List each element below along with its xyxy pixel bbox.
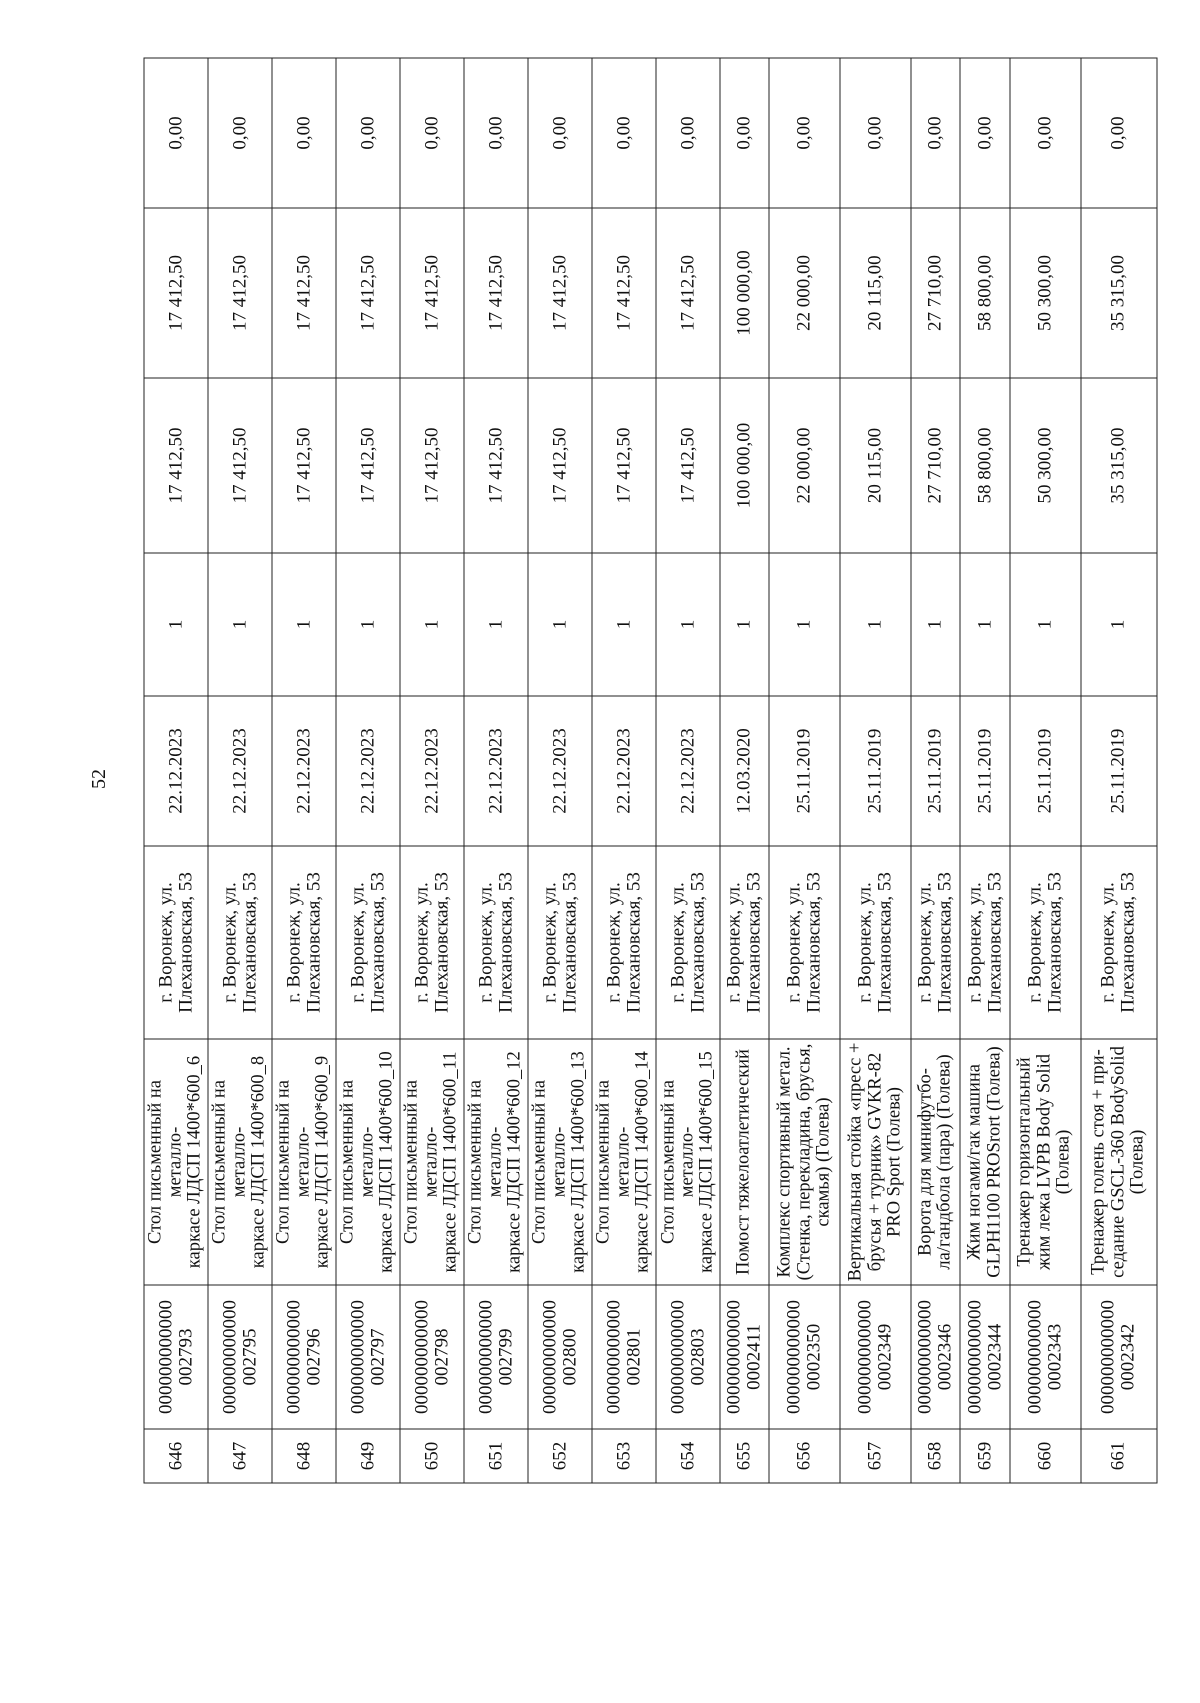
cell-location: [840, 846, 911, 1039]
table-row: [769, 58, 840, 1483]
cell-location-line: г. Воронеж, ул.: [283, 882, 305, 1003]
cell-asset-name-line: каркасе ЛДСП 1400*600_10: [376, 1051, 397, 1273]
cell-inventory-code-line: 000000000000: [283, 1300, 305, 1414]
table-row: [656, 58, 720, 1483]
cell-inventory-code-line: 000000000000: [914, 1300, 936, 1414]
cell-asset-name: [528, 1039, 592, 1285]
cell-date: 25.11.2019: [911, 696, 960, 846]
cell-inventory-code-line: 0002350: [803, 1323, 825, 1391]
cell-quantity: 1: [208, 553, 272, 696]
cell-inventory-code: [144, 1285, 208, 1429]
cell-inventory-code-line: 002799: [495, 1328, 517, 1386]
cell-location-line: Плехановская, 53: [175, 872, 196, 1013]
cell-residual-value: 0,00: [1081, 58, 1157, 208]
cell-date: 22.12.2023: [208, 696, 272, 846]
cell-inventory-code-line: 002796: [303, 1328, 325, 1386]
cell-date: 22.12.2023: [528, 696, 592, 846]
cell-asset-name-line: PRO Sport (Голева): [884, 1087, 905, 1237]
cell-asset-name: [336, 1039, 400, 1285]
cell-initial-cost: 35 315,00: [1081, 378, 1157, 553]
table-row: [144, 58, 208, 1483]
cell-row-number: 655: [720, 1429, 769, 1483]
cell-asset-name-line: (Голева): [1127, 1129, 1148, 1195]
cell-inventory-code: [1010, 1285, 1081, 1429]
cell-balance-cost: 17 412,50: [400, 208, 464, 378]
cell-initial-cost: 17 412,50: [400, 378, 464, 553]
cell-residual-value: 0,00: [592, 58, 656, 208]
cell-date: 25.11.2019: [1081, 696, 1157, 846]
cell-asset-name: [720, 1039, 769, 1285]
cell-date: 22.12.2023: [592, 696, 656, 846]
table-row: [592, 58, 656, 1483]
cell-asset-name-line: седание GSCL-360 BodySolid: [1108, 1046, 1129, 1278]
cell-asset-name: [656, 1039, 720, 1285]
cell-date: 12.03.2020: [720, 696, 769, 846]
cell-location: [720, 846, 769, 1039]
table-row: [1081, 58, 1157, 1483]
cell-initial-cost: 17 412,50: [528, 378, 592, 553]
cell-row-number: 652: [528, 1429, 592, 1483]
cell-asset-name-line: Стол письменный на металло-: [209, 1079, 250, 1245]
cell-balance-cost: 22 000,00: [769, 208, 840, 378]
cell-date: 22.12.2023: [656, 696, 720, 846]
cell-location: [911, 846, 960, 1039]
cell-inventory-code-line: 000000000000: [603, 1300, 625, 1414]
cell-asset-name: [272, 1039, 336, 1285]
cell-asset-name: [911, 1039, 960, 1285]
cell-quantity: 1: [272, 553, 336, 696]
cell-asset-name-line: Стол письменный на металло-: [593, 1079, 634, 1245]
cell-row-number: 653: [592, 1429, 656, 1483]
cell-inventory-code: [208, 1285, 272, 1429]
cell-date: 25.11.2019: [840, 696, 911, 846]
cell-residual-value: 0,00: [960, 58, 1009, 208]
cell-asset-name-line: Стол письменный на металло-: [658, 1079, 698, 1245]
cell-inventory-code-line: 000000000000: [475, 1300, 497, 1414]
cell-location-line: г. Воронеж, ул.: [603, 882, 625, 1003]
cell-inventory-code: [769, 1285, 840, 1429]
cell-asset-name: [1081, 1039, 1157, 1285]
cell-asset-name-line: каркасе ЛДСП 1400*600_8: [248, 1055, 269, 1269]
cell-balance-cost: 58 800,00: [960, 208, 1009, 378]
cell-residual-value: 0,00: [528, 58, 592, 208]
cell-balance-cost: 27 710,00: [911, 208, 960, 378]
cell-inventory-code-line: 002803: [687, 1328, 709, 1386]
cell-row-number: 651: [464, 1429, 528, 1483]
cell-location: [400, 846, 464, 1039]
cell-initial-cost: 100 000,00: [720, 378, 769, 553]
cell-inventory-code: [840, 1285, 911, 1429]
cell-quantity: 1: [840, 553, 911, 696]
cell-location-line: г. Воронеж, ул.: [475, 882, 497, 1003]
table-holder: [144, 59, 1158, 1484]
cell-asset-name-line: GLPH1100 PROSrort (Голева): [984, 1046, 1004, 1278]
cell-asset-name-line: Стол письменный на металло-: [273, 1079, 314, 1245]
cell-asset-name-line: ла/гандбола (пара) (Голева): [934, 1054, 955, 1270]
cell-asset-name-line: скамья) (Голева): [813, 1097, 834, 1227]
cell-asset-name-line: каркасе ЛДСП 1400*600_11: [440, 1051, 461, 1273]
cell-location: [336, 846, 400, 1039]
cell-location: [1010, 846, 1081, 1039]
cell-row-number: 654: [656, 1429, 720, 1483]
cell-location-line: г. Воронеж, ул.: [783, 882, 805, 1003]
cell-inventory-code-line: 000000000000: [539, 1300, 561, 1414]
cell-inventory-code: [400, 1285, 464, 1429]
cell-inventory-code-line: 000000000000: [219, 1300, 241, 1414]
cell-inventory-code-line: 000000000000: [411, 1300, 433, 1414]
cell-inventory-code-line: 000000000000: [667, 1300, 689, 1414]
cell-quantity: 1: [528, 553, 592, 696]
cell-location-line: г. Воронеж, ул.: [964, 882, 986, 1003]
cell-quantity: 1: [769, 553, 840, 696]
cell-row-number: 650: [400, 1429, 464, 1483]
cell-asset-name-line: Комплекс спортивный метал.: [774, 1046, 795, 1278]
cell-location-line: г. Воронеж, ул.: [411, 882, 433, 1003]
table-row: [840, 58, 911, 1483]
cell-location-line: г. Воронеж, ул.: [1024, 882, 1046, 1003]
cell-location-line: г. Воронеж, ул.: [539, 882, 561, 1003]
cell-location: [769, 846, 840, 1039]
cell-asset-name-line: каркасе ЛДСП 1400*600_13: [568, 1051, 589, 1273]
cell-residual-value: 0,00: [656, 58, 720, 208]
cell-inventory-code-line: 002795: [239, 1328, 261, 1386]
cell-quantity: 1: [960, 553, 1009, 696]
table-row: [911, 58, 960, 1483]
cell-location: [144, 846, 208, 1039]
cell-balance-cost: 17 412,50: [656, 208, 720, 378]
cell-asset-name-line: (Стенка, перекладина, брусья,: [794, 1043, 815, 1281]
cell-row-number: 657: [840, 1429, 911, 1483]
cell-balance-cost: 20 115,00: [840, 208, 911, 378]
cell-inventory-code-line: 000000000000: [155, 1300, 177, 1414]
cell-quantity: 1: [400, 553, 464, 696]
cell-location-line: Плехановская, 53: [1044, 872, 1066, 1013]
page-number: 52: [88, 769, 110, 789]
cell-asset-name-line: каркасе ЛДСП 1400*600_12: [504, 1051, 525, 1273]
cell-inventory-code-line: 0002411: [743, 1324, 765, 1390]
cell-quantity: 1: [911, 553, 960, 696]
table-row: [464, 58, 528, 1483]
cell-inventory-code-line: 002797: [367, 1328, 389, 1386]
cell-quantity: 1: [1010, 553, 1081, 696]
cell-inventory-code-line: 000000000000: [1097, 1300, 1119, 1414]
table-row: [720, 58, 769, 1483]
rotated-table-area: [144, 58, 1158, 1483]
cell-row-number: 659: [960, 1429, 1009, 1483]
cell-asset-name: [208, 1039, 272, 1285]
cell-residual-value: 0,00: [464, 58, 528, 208]
cell-date: 25.11.2019: [769, 696, 840, 846]
cell-location-line: г. Воронеж, ул.: [723, 882, 745, 1003]
cell-asset-name: [592, 1039, 656, 1285]
cell-asset-name-line: (Голева): [1053, 1129, 1074, 1195]
cell-asset-name: [464, 1039, 528, 1285]
cell-initial-cost: 17 412,50: [144, 378, 208, 553]
table-row: [400, 58, 464, 1483]
cell-residual-value: 0,00: [272, 58, 336, 208]
cell-balance-cost: 17 412,50: [208, 208, 272, 378]
cell-inventory-code: [528, 1285, 592, 1429]
cell-date: 22.12.2023: [464, 696, 528, 846]
cell-quantity: 1: [336, 553, 400, 696]
cell-asset-name-line: Стол письменный на металло-: [401, 1079, 442, 1245]
cell-location-line: Плехановская, 53: [1117, 872, 1139, 1013]
cell-location: [464, 846, 528, 1039]
cell-initial-cost: 22 000,00: [769, 378, 840, 553]
cell-initial-cost: 17 412,50: [336, 378, 400, 553]
table-row: [336, 58, 400, 1483]
cell-asset-name-line: Ворота для минифутбо-: [915, 1068, 936, 1256]
cell-date: 22.12.2023: [400, 696, 464, 846]
cell-balance-cost: 17 412,50: [272, 208, 336, 378]
cell-date: 25.11.2019: [1010, 696, 1081, 846]
cell-row-number: 661: [1081, 1429, 1157, 1483]
table-body: [144, 58, 1157, 1483]
cell-inventory-code-line: 000000000000: [854, 1300, 876, 1414]
cell-row-number: 647: [208, 1429, 272, 1483]
cell-residual-value: 0,00: [720, 58, 769, 208]
cell-asset-name-line: каркасе ЛДСП 1400*600_9: [312, 1055, 333, 1269]
cell-asset-name-line: Стол письменный на металло-: [465, 1079, 506, 1245]
cell-initial-cost: 17 412,50: [208, 378, 272, 553]
cell-date: 22.12.2023: [272, 696, 336, 846]
cell-location-line: г. Воронеж, ул.: [155, 882, 177, 1003]
cell-date: 25.11.2019: [960, 696, 1009, 846]
cell-row-number: 660: [1010, 1429, 1081, 1483]
cell-location-line: г. Воронеж, ул.: [667, 882, 689, 1003]
cell-inventory-code-line: 002798: [431, 1328, 453, 1386]
cell-inventory-code-line: 0002349: [874, 1323, 896, 1391]
cell-inventory-code-line: 000000000000: [964, 1300, 986, 1414]
cell-location: [528, 846, 592, 1039]
cell-asset-name-line: Тренажер голень стоя + при-: [1088, 1049, 1109, 1275]
cell-initial-cost: 50 300,00: [1010, 378, 1081, 553]
cell-inventory-code-line: 0002346: [934, 1323, 956, 1391]
cell-balance-cost: 17 412,50: [336, 208, 400, 378]
cell-location-line: Плехановская, 53: [367, 872, 389, 1013]
cell-asset-name-line: Жим ногами/гак машина: [964, 1064, 985, 1260]
cell-balance-cost: 17 412,50: [464, 208, 528, 378]
cell-initial-cost: 17 412,50: [656, 378, 720, 553]
cell-balance-cost: 17 412,50: [528, 208, 592, 378]
cell-location-line: г. Воронеж, ул.: [914, 882, 936, 1003]
cell-residual-value: 0,00: [336, 58, 400, 208]
cell-asset-name-line: брусья + турник» GVKR-82: [865, 1052, 886, 1272]
cell-inventory-code: [592, 1285, 656, 1429]
cell-asset-name-line: Вертикальная стойка «пресс +: [845, 1042, 866, 1282]
cell-balance-cost: 17 412,50: [144, 208, 208, 378]
cell-inventory-code: [911, 1285, 960, 1429]
table-row: [528, 58, 592, 1483]
cell-quantity: 1: [720, 553, 769, 696]
cell-inventory-code: [1081, 1285, 1157, 1429]
cell-asset-name-line: Тренажер горизонтальный: [1014, 1057, 1035, 1267]
cell-balance-cost: 17 412,50: [592, 208, 656, 378]
cell-location: [1081, 846, 1157, 1039]
cell-initial-cost: 58 800,00: [960, 378, 1009, 553]
cell-balance-cost: 35 315,00: [1081, 208, 1157, 378]
table-row: [272, 58, 336, 1483]
cell-inventory-code-line: 0002342: [1117, 1323, 1139, 1391]
cell-inventory-code-line: 002801: [623, 1328, 645, 1386]
cell-asset-name-line: Стол письменный на металло-: [145, 1079, 186, 1245]
cell-row-number: 646: [144, 1429, 208, 1483]
cell-inventory-code-line: 0002344: [984, 1323, 1005, 1391]
cell-inventory-code-line: 000000000000: [783, 1300, 805, 1414]
cell-residual-value: 0,00: [1010, 58, 1081, 208]
cell-row-number: 656: [769, 1429, 840, 1483]
cell-location: [592, 846, 656, 1039]
cell-inventory-code: [656, 1285, 720, 1429]
cell-location-line: Плехановская, 53: [623, 872, 645, 1013]
cell-initial-cost: 27 710,00: [911, 378, 960, 553]
cell-location-line: Плехановская, 53: [559, 872, 581, 1013]
cell-location: [656, 846, 720, 1039]
cell-asset-name: [960, 1039, 1009, 1285]
cell-inventory-code: [960, 1285, 1009, 1429]
cell-residual-value: 0,00: [840, 58, 911, 208]
cell-asset-name-line: Помост тяжелоатлетический: [733, 1049, 754, 1275]
cell-row-number: 648: [272, 1429, 336, 1483]
cell-inventory-code-line: 002793: [175, 1328, 196, 1386]
cell-location: [272, 846, 336, 1039]
cell-asset-name-line: Стол письменный на металло-: [337, 1079, 378, 1245]
cell-quantity: 1: [144, 553, 208, 696]
cell-residual-value: 0,00: [400, 58, 464, 208]
cell-inventory-code-line: 000000000000: [723, 1300, 745, 1414]
cell-initial-cost: 17 412,50: [272, 378, 336, 553]
cell-balance-cost: 100 000,00: [720, 208, 769, 378]
cell-location: [208, 846, 272, 1039]
cell-asset-name: [840, 1039, 911, 1285]
cell-location-line: Плехановская, 53: [803, 872, 825, 1013]
cell-inventory-code: [464, 1285, 528, 1429]
cell-asset-name-line: каркасе ЛДСП 1400*600_6: [184, 1055, 205, 1269]
cell-location-line: г. Воронеж, ул.: [219, 882, 241, 1003]
table-row: [960, 58, 1009, 1483]
table-row: [1010, 58, 1081, 1483]
cell-inventory-code-line: 000000000000: [1024, 1300, 1046, 1414]
cell-row-number: 649: [336, 1429, 400, 1483]
cell-inventory-code: [272, 1285, 336, 1429]
table-row: [208, 58, 272, 1483]
cell-quantity: 1: [1081, 553, 1157, 696]
cell-asset-name-line: каркасе ЛДСП 1400*600_15: [696, 1051, 717, 1273]
cell-initial-cost: 20 115,00: [840, 378, 911, 553]
cell-asset-name: [769, 1039, 840, 1285]
cell-date: 22.12.2023: [336, 696, 400, 846]
cell-location-line: Плехановская, 53: [743, 872, 765, 1013]
cell-inventory-code-line: 002800: [559, 1328, 581, 1386]
cell-location-line: Плехановская, 53: [495, 872, 517, 1013]
cell-residual-value: 0,00: [208, 58, 272, 208]
cell-initial-cost: 17 412,50: [592, 378, 656, 553]
cell-initial-cost: 17 412,50: [464, 378, 528, 553]
cell-location: [960, 846, 1009, 1039]
cell-quantity: 1: [656, 553, 720, 696]
cell-location-line: Плехановская, 53: [984, 872, 1005, 1013]
cell-asset-name: [1010, 1039, 1081, 1285]
cell-asset-name-line: каркасе ЛДСП 1400*600_14: [632, 1051, 653, 1273]
cell-residual-value: 0,00: [769, 58, 840, 208]
inventory-table: [144, 58, 1158, 1484]
cell-location-line: Плехановская, 53: [239, 872, 261, 1013]
cell-location-line: Плехановская, 53: [431, 872, 453, 1013]
cell-inventory-code-line: 0002343: [1044, 1323, 1066, 1391]
cell-asset-name-line: Стол письменный на металло-: [529, 1079, 570, 1245]
cell-location-line: Плехановская, 53: [874, 872, 896, 1013]
cell-inventory-code: [336, 1285, 400, 1429]
cell-row-number: 658: [911, 1429, 960, 1483]
cell-asset-name: [400, 1039, 464, 1285]
cell-residual-value: 0,00: [144, 58, 208, 208]
cell-location-line: Плехановская, 53: [687, 872, 709, 1013]
cell-inventory-code: [720, 1285, 769, 1429]
cell-location-line: Плехановская, 53: [303, 872, 325, 1013]
cell-asset-name: [144, 1039, 208, 1285]
cell-quantity: 1: [592, 553, 656, 696]
cell-date: 22.12.2023: [144, 696, 208, 846]
cell-quantity: 1: [464, 553, 528, 696]
cell-asset-name-line: жим лежа LVPB Body Solid: [1034, 1053, 1055, 1271]
cell-balance-cost: 50 300,00: [1010, 208, 1081, 378]
cell-location-line: г. Воронеж, ул.: [1097, 882, 1119, 1003]
cell-residual-value: 0,00: [911, 58, 960, 208]
cell-inventory-code-line: 000000000000: [347, 1300, 369, 1414]
cell-location-line: г. Воронеж, ул.: [347, 882, 369, 1003]
cell-location-line: г. Воронеж, ул.: [854, 882, 876, 1003]
cell-location-line: Плехановская, 53: [934, 872, 956, 1013]
